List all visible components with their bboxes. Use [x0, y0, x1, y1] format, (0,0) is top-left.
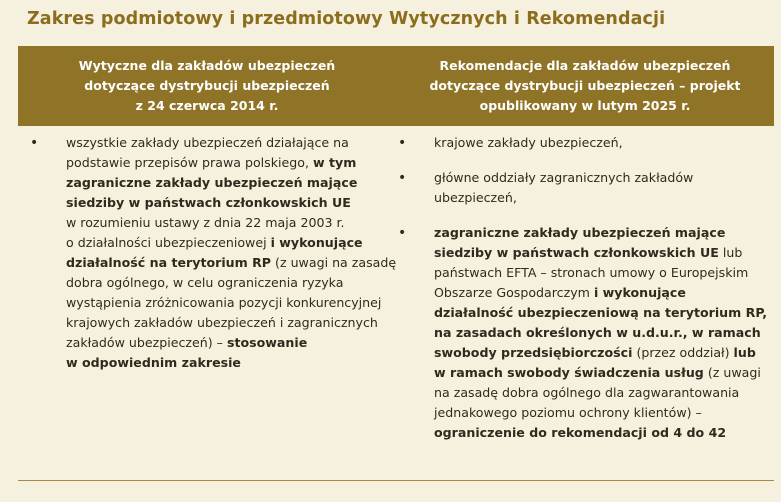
text: wystąpienia zróżnicowania pozycji konkurencyjnej — [66, 295, 382, 310]
text-line — [434, 423, 768, 443]
text: państwach EFTA – stronach umowy o Europejskim — [434, 265, 749, 280]
text-line — [434, 363, 768, 383]
text: zakładów ubezpieczeń) – — [66, 335, 227, 350]
text-line — [66, 253, 397, 273]
list-item — [398, 168, 768, 208]
page-title: Zakres podmiotowy i przedmiotowy Wytycznych i Rekomendacji — [27, 9, 666, 29]
header-line: opublikowany w lutym 2025 r. — [479, 98, 691, 113]
text-line — [66, 193, 380, 213]
text-line — [434, 243, 768, 263]
header-line: dotyczące dystrybucji ubezpieczeń — [84, 78, 330, 93]
list-item — [398, 133, 768, 153]
text-line — [434, 383, 768, 403]
text: lub — [718, 245, 743, 260]
header-line: dotyczące dystrybucji ubezpieczeń – projekt — [429, 78, 741, 93]
text: na zasadę dobra ogólnego dla zagwarantowania — [434, 385, 740, 400]
list-item — [30, 133, 397, 373]
text: o działalności ubezpieczeniowej — [66, 235, 271, 250]
header-line: Rekomendacje dla zakładów ubezpieczeń — [439, 58, 731, 73]
bold-text: siedziby w państwach członkowskich UE — [434, 245, 719, 260]
bold-text: i wykonujące — [270, 235, 363, 250]
text-line — [66, 353, 380, 373]
bullet-icon: • — [398, 225, 407, 241]
table-header — [18, 46, 774, 126]
text: w rozumieniu ustawy z dnia 22 maja 2003 r. — [66, 215, 345, 230]
text-line — [434, 168, 768, 188]
text-line — [66, 313, 380, 333]
bold-text: siedziby w państwach członkowskich UE — [66, 195, 351, 210]
text-line — [434, 303, 768, 323]
bullet-icon: • — [398, 170, 407, 186]
text: krajowych zakładów ubezpieczeń i zagranicznych — [66, 315, 378, 330]
bold-text: zagraniczne zakłady ubezpieczeń mające — [434, 225, 726, 240]
text: (przez oddział) — [632, 345, 734, 360]
text: wszystkie zakłady ubezpieczeń działające na — [66, 135, 349, 150]
text: (z uwagi — [703, 365, 761, 380]
header-cell-wytyczne — [18, 46, 396, 126]
text-line — [66, 273, 380, 293]
text-line — [434, 133, 768, 153]
text: Obszarze Gospodarczym — [434, 285, 594, 300]
text: główne oddziały zagranicznych zakładów — [434, 170, 694, 185]
text-line — [66, 233, 380, 253]
text-line — [66, 293, 380, 313]
column-wytyczne — [30, 133, 397, 373]
text: ubezpieczeń, — [434, 190, 517, 205]
bullet-icon: • — [398, 135, 407, 151]
text: krajowe zakłady ubezpieczeń, — [434, 135, 623, 150]
bold-text: działalność na terytorium RP — [66, 255, 272, 270]
text: dobra ogólnego, w celu ograniczenia ryzyka — [66, 275, 344, 290]
text-line — [434, 263, 768, 283]
text-line — [434, 223, 768, 243]
bold-text: i wykonujące — [593, 285, 686, 300]
text-line — [66, 173, 380, 193]
bold-text: lub — [733, 345, 756, 360]
text-line — [434, 188, 768, 208]
bold-text: na zasadach określonych w u.d.u.r., w ramach — [434, 325, 761, 340]
header-line: z 24 czerwca 2014 r. — [135, 98, 279, 113]
bold-text: stosowanie — [226, 335, 308, 350]
list-item — [398, 223, 768, 443]
bold-text: w tym — [312, 155, 357, 170]
bottom-divider — [18, 480, 774, 481]
text-line — [434, 283, 768, 303]
bold-text: zagraniczne zakłady ubezpieczeń mające — [66, 175, 358, 190]
header-line: Wytyczne dla zakładów ubezpieczeń — [78, 58, 336, 73]
header-cell-rekomendacje — [396, 46, 774, 126]
text-line — [66, 333, 380, 353]
bullet-icon: • — [30, 135, 39, 151]
text-line — [66, 213, 380, 233]
text-line — [66, 153, 380, 173]
bold-text: działalność ubezpieczeniową na terytorium RP, — [434, 305, 768, 320]
bold-text: w ramach swobody świadczenia usług — [434, 365, 704, 380]
text: (z uwagi na zasadę — [271, 255, 397, 270]
bold-text: swobody przedsiębiorczości — [434, 345, 633, 360]
text: podstawie przepisów prawa polskiego, — [66, 155, 313, 170]
bold-text: ograniczenie do rekomendacji od 4 do 42 — [434, 425, 727, 440]
text-line — [434, 403, 768, 423]
text-line — [434, 323, 768, 343]
column-rekomendacje — [398, 133, 768, 458]
text-line — [434, 343, 768, 363]
text: jednakowego poziomu ochrony klientów) – — [434, 405, 702, 420]
text-line — [66, 133, 380, 153]
bold-text: w odpowiednim zakresie — [66, 355, 241, 370]
